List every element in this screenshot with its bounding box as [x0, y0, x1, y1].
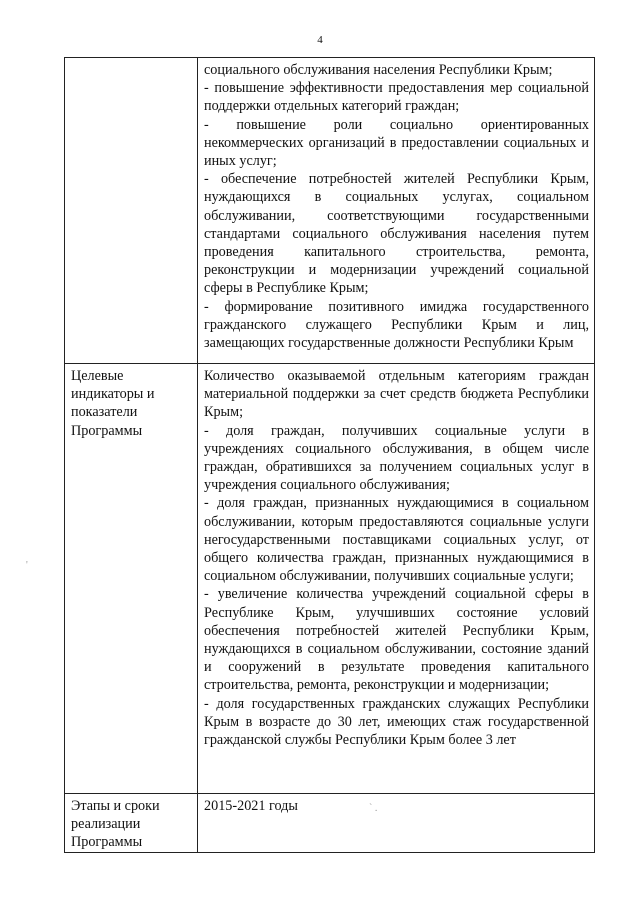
indicator-paragraph: - доля государственных гражданских служащих Республики Крым в возрасте до 30 лет, имеющих стаж государственной гражданской службы Республики Крым более 3 лет [204, 695, 589, 749]
page-number: 4 [317, 34, 323, 46]
scan-artifact: ` . [369, 803, 378, 814]
indicators-cell [198, 364, 595, 794]
table-row [65, 58, 595, 364]
stages-value: 2015-2021 годы [204, 798, 298, 814]
indicator-paragraph: - доля граждан, получивших социальные услуги в учреждениях социального обслуживания, в общем числе граждан, обратившихся за получением социальных услуг в учреждения социального обслуживания; [204, 422, 589, 494]
row-label-empty [65, 58, 198, 364]
goal-paragraph: - обеспечение потребностей жителей Республики Крым, нуждающихся в социальных услугах, социальном обслуживании, соответствующими государственными стандартами социального обслуживания населения путем проведения капитального строительства, ремонта, реконструкции и модернизации учреждений социальной сферы в Республике Крым; [204, 171, 589, 297]
scan-artifact: ' [26, 560, 28, 571]
goal-paragraph: - повышение роли социально ориентированных некоммерческих организаций в предоставлении социальных и иных услуг; [204, 116, 589, 170]
indicators-label: Целевые индикаторы и показатели Программы [65, 364, 198, 794]
indicator-paragraph: - доля граждан, признанных нуждающимися в социальном обслуживании, которым предоставляются социальные услуги негосударственными поставщиками социальных услуг, от общего количества граждан, признанных нуждающимися в социальном обслуживании, получивших социальные услуги; [204, 495, 589, 585]
goals-continuation-cell [198, 58, 595, 364]
table-row [65, 794, 595, 853]
indicator-paragraph: Количество оказываемой отдельным категориям граждан материальной поддержки за счет средств бюджета Республики Крым; [204, 368, 589, 421]
table-row [65, 364, 595, 794]
stages-cell [198, 794, 595, 853]
indicator-paragraph: - увеличение количества учреждений социальной сферы в Республике Крым, улучшивших состояние условий обеспечения потребностей жителей Республики Крым, нуждающихся в социальном обслуживании, состояние зданий и сооружений в результате проведения капитального строительства, ремонта, реконструкции и модернизации; [204, 586, 589, 694]
program-passport-table [64, 57, 595, 853]
stages-label: Этапы и сроки реализации Программы [65, 794, 198, 853]
goal-paragraph: социального обслуживания населения Республики Крым; [204, 62, 553, 78]
goal-paragraph: - формирование позитивного имиджа государственного гражданского служащего Республики Крым и лиц, замещающих государственные должности Республики Крым [204, 298, 589, 352]
goal-paragraph: - повышение эффективности предоставления мер социальной поддержки отдельных категорий граждан; [204, 80, 589, 115]
